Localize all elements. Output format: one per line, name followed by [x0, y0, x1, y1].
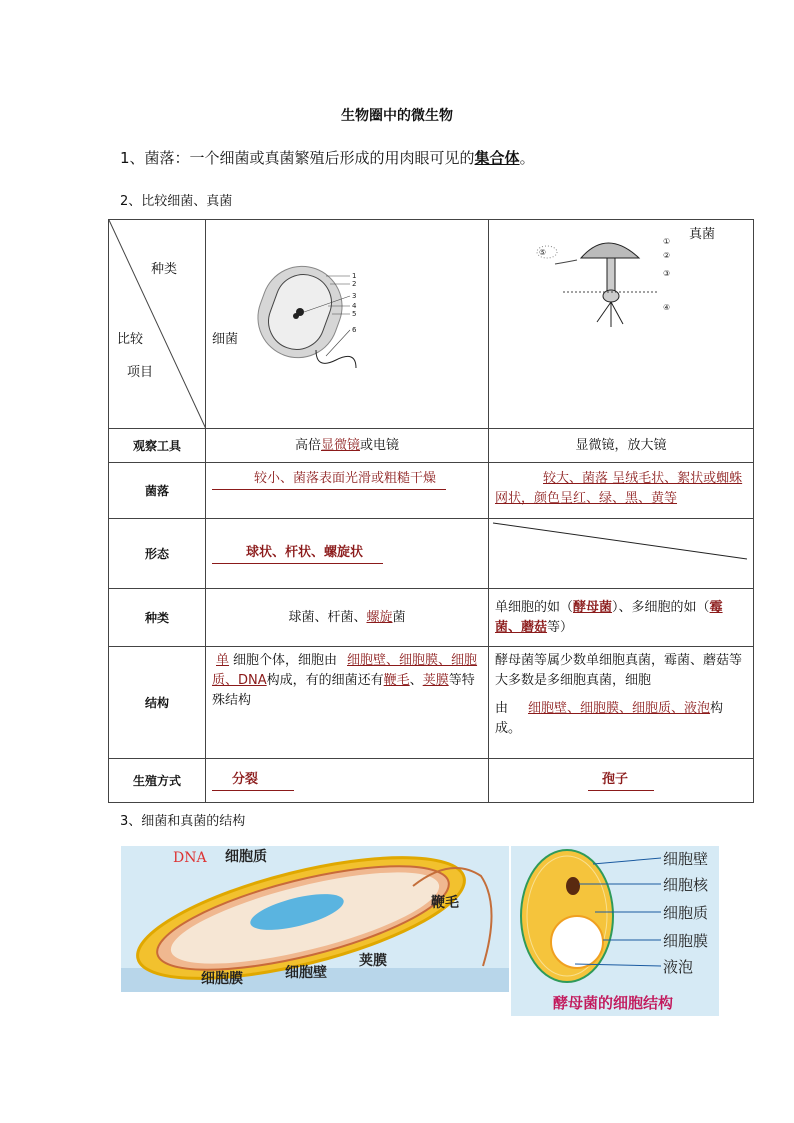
strike-line [489, 519, 754, 589]
label-shape: 形态 [109, 519, 206, 589]
bact-label-1: 1 [352, 272, 357, 280]
diagonal-header-cell [109, 220, 206, 429]
q1-keyword: 集合体 [474, 149, 520, 167]
structure-bacteria: 单 细胞个体，细胞由 细胞壁、细胞膜、细胞质、DNA构成，有的细菌还有鞭毛、荚膜等特殊结构 [206, 647, 489, 759]
structure-fungi: 酵母菌等属少数单细胞真菌，霉菌、蘑菇等大多数是多细胞真菌，细胞 由 细胞壁、细胞膜、细胞质、液泡构成。 [489, 647, 754, 759]
bact-cytoplasm-label: 细胞质 [225, 849, 267, 865]
yeast-caption: 酵母菌的细胞结构 [553, 994, 674, 1012]
bact-capsule-label: 荚膜 [359, 953, 387, 969]
tool-bacteria: 高倍显微镜或电镜 [206, 429, 489, 463]
mushroom-diagram [527, 232, 677, 332]
row-colony [109, 463, 754, 519]
shape-bacteria: 球状、杆状、螺旋状 [206, 519, 489, 589]
row-reproduction [109, 759, 754, 803]
bact-label-4: 4 [352, 302, 357, 310]
bact-wall-label: 细胞壁 [285, 965, 327, 981]
question-3: 3、细菌和真菌的结构 [120, 814, 246, 829]
colony-fungi: 较大、菌落 呈绒毛状、絮状或蜘蛛网状，颜色呈红、绿、黑、黄等 [489, 463, 754, 519]
question-1 [120, 147, 535, 168]
header-item: 项目 [127, 365, 154, 380]
row-tool [109, 429, 754, 463]
shape-fungi [489, 519, 754, 589]
bact-label-6: 6 [352, 326, 357, 334]
yeast-nucleus-label: 细胞核 [663, 876, 709, 894]
yeast-structure-figure [511, 846, 719, 1016]
repro-fungi: 孢子 [489, 759, 754, 803]
label-tool: 观察工具 [109, 429, 206, 463]
label-colony: 菌落 [109, 463, 206, 519]
bacteria-structure-figure [121, 846, 509, 992]
row-kind [109, 589, 754, 647]
kind-fungi: 单细胞的如（酵母菌）、多细胞的如（霉菌、蘑菇等） [489, 589, 754, 647]
fungi-label-3: ③ [663, 269, 671, 278]
label-reproduction: 生殖方式 [109, 759, 206, 803]
bacteria-diagram [256, 260, 366, 370]
bact-label-5: 5 [352, 310, 357, 318]
fungi-label: 真菌 [689, 227, 716, 242]
fungi-label-5: ⑤ [539, 248, 547, 257]
diagonal-line [109, 220, 206, 429]
colony-bacteria: 较小、菌落表面光滑或粗糙干燥 [206, 463, 489, 519]
question-2: 2、比较细菌、真菌 [120, 194, 233, 209]
bacteria-label: 细菌 [212, 332, 239, 347]
fungi-label-1: ① [663, 237, 671, 246]
yeast-cytoplasm-label: 细胞质 [663, 904, 709, 922]
header-compare: 比较 [117, 332, 144, 347]
bact-dna-label: DNA [173, 850, 207, 866]
repro-bacteria: 分裂 [206, 759, 489, 803]
fungi-label-4: ④ [663, 303, 671, 312]
comparison-table [108, 219, 754, 803]
q1-text: 1、菌落：一个细菌或真菌繁殖后形成的用肉眼可见的 [120, 149, 475, 167]
tool-fungi: 显微镜，放大镜 [489, 429, 754, 463]
header-row [109, 220, 754, 429]
label-structure: 结构 [109, 647, 206, 759]
fungi-header-cell [489, 220, 754, 429]
row-structure [109, 647, 754, 759]
label-kind: 种类 [109, 589, 206, 647]
bacteria-header-cell [206, 220, 489, 429]
bact-membrane-label: 细胞膜 [201, 971, 243, 987]
row-shape [109, 519, 754, 589]
yeast-membrane-label: 细胞膜 [663, 932, 709, 950]
q1-suffix: 。 [519, 149, 535, 167]
page-title: 生物圈中的微生物 [341, 108, 453, 124]
fungi-label-2: ② [663, 251, 671, 260]
kind-bacteria: 球菌、杆菌、螺旋菌 [206, 589, 489, 647]
bact-flagellum-label: 鞭毛 [431, 895, 459, 911]
yeast-vacuole-label: 液泡 [663, 958, 694, 976]
header-kind: 种类 [151, 262, 178, 277]
bact-label-3: 3 [352, 292, 357, 300]
bact-label-2: 2 [352, 280, 357, 288]
yeast-wall-label: 细胞壁 [663, 850, 709, 868]
